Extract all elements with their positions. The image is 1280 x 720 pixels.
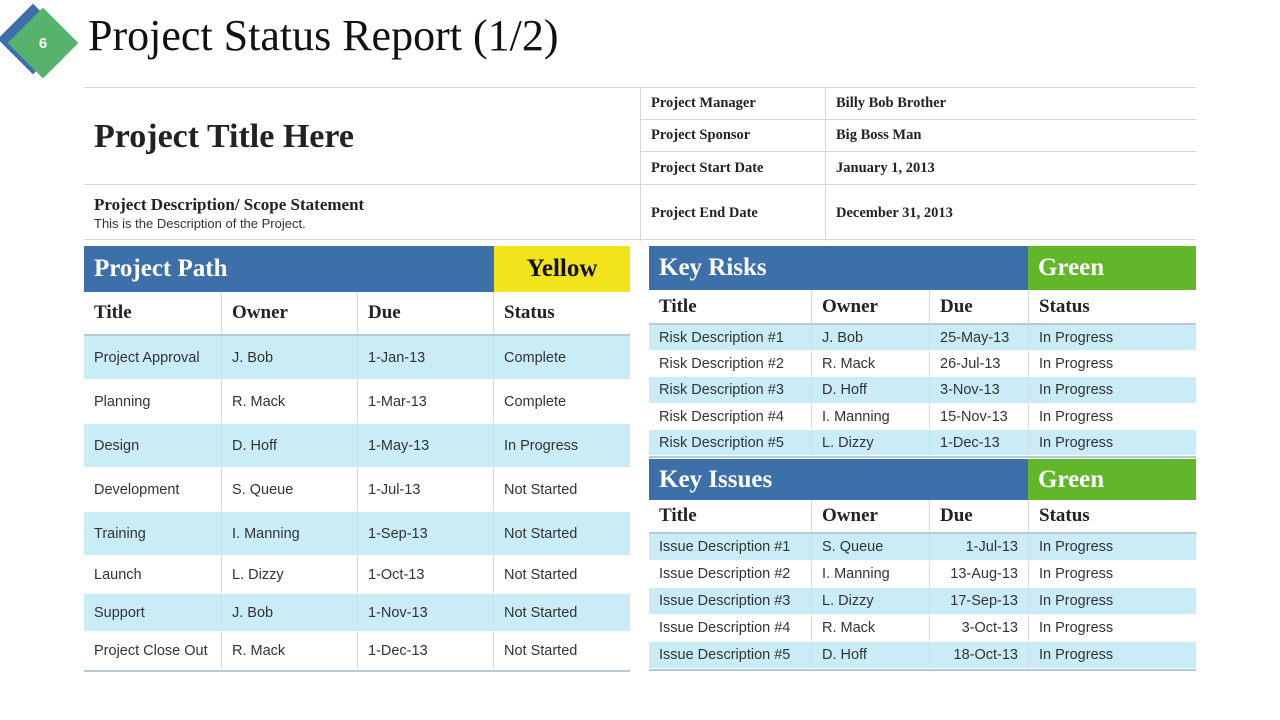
- cell-due: 17-Sep-13: [929, 588, 1028, 614]
- column-header: Status: [1028, 500, 1196, 532]
- cell-due: 1-Dec-13: [357, 632, 493, 669]
- cell-status: In Progress: [1028, 534, 1196, 560]
- cell-owner: R. Mack: [811, 351, 929, 376]
- cell-status: In Progress: [1028, 642, 1196, 668]
- detail-label: Project End Date: [641, 185, 826, 241]
- key-issues-table: [649, 459, 1196, 671]
- table-row: [649, 430, 1196, 456]
- cell-due: 1-Jan-13: [357, 336, 493, 379]
- key-risks-banner: [649, 246, 1196, 290]
- cell-owner: R. Mack: [221, 632, 357, 669]
- cell-due: 1-Nov-13: [357, 594, 493, 631]
- table-row: [649, 351, 1196, 377]
- table-bottom-border: [84, 670, 630, 672]
- table-row: [649, 615, 1196, 642]
- cell-title: Risk Description #1: [659, 329, 784, 346]
- table-row: [649, 561, 1196, 588]
- cell-title: Risk Description #4: [659, 408, 784, 425]
- cell-owner: L. Dizzy: [221, 556, 357, 593]
- cell-status: In Progress: [1028, 430, 1196, 455]
- project-path-status-badge: Yellow: [494, 246, 630, 292]
- cell-status: In Progress: [1028, 351, 1196, 376]
- table-row: [84, 632, 630, 670]
- cell-title: Risk Description #3: [659, 382, 784, 398]
- cell-owner: L. Dizzy: [811, 430, 929, 455]
- cell-owner: R. Mack: [811, 615, 929, 641]
- project-details: [640, 88, 1196, 241]
- cell-owner: D. Hoff: [221, 424, 357, 467]
- table-row: [84, 424, 630, 468]
- column-header: Owner: [811, 290, 929, 323]
- cell-title: Issue Description #3: [659, 593, 791, 609]
- cell-status: Not Started: [493, 632, 630, 669]
- column-header: Title: [659, 295, 697, 317]
- table-row: [84, 512, 630, 556]
- project-title: Project Title Here: [94, 118, 354, 155]
- cell-owner: S. Queue: [221, 468, 357, 511]
- cell-title: Design: [94, 437, 140, 454]
- cell-owner: D. Hoff: [811, 377, 929, 403]
- cell-title: Planning: [94, 393, 151, 410]
- description-text: This is the Description of the Project.: [94, 216, 306, 231]
- cell-due: 26-Jul-13: [929, 351, 1028, 376]
- cell-title: Risk Description #2: [659, 355, 784, 372]
- cell-title: Project Close Out: [94, 642, 208, 659]
- table-row: [84, 556, 630, 594]
- column-header: Owner: [221, 292, 357, 334]
- detail-value: Big Boss Man: [836, 127, 922, 143]
- cell-title: Risk Description #5: [659, 434, 784, 451]
- cell-due: 13-Aug-13: [929, 561, 1028, 587]
- cell-status: In Progress: [1028, 377, 1196, 403]
- description-title: Project Description/ Scope Statement: [94, 195, 365, 214]
- table-row: [649, 588, 1196, 615]
- cell-status: In Progress: [1028, 325, 1196, 350]
- table-row: [84, 336, 630, 380]
- cell-due: 1-Jul-13: [929, 534, 1028, 560]
- column-header: Status: [493, 292, 630, 334]
- table-row: [649, 404, 1196, 430]
- table-header-row: [84, 292, 630, 336]
- cell-due: 1-Mar-13: [357, 380, 493, 423]
- detail-row-start-date: [641, 152, 1197, 185]
- detail-row-sponsor: [641, 120, 1197, 152]
- table-row: [649, 377, 1196, 404]
- detail-row-end-date: [641, 185, 1197, 241]
- table-row: [649, 534, 1196, 561]
- key-issues-title: Key Issues: [649, 459, 1028, 500]
- cell-owner: J. Bob: [811, 325, 929, 350]
- cell-status: In Progress: [1028, 404, 1196, 429]
- key-risks-status-badge: Green: [1028, 246, 1196, 290]
- cell-title: Issue Description #4: [659, 620, 791, 636]
- table-header-row: [649, 500, 1196, 534]
- cell-due: 1-May-13: [357, 424, 493, 467]
- column-header: Due: [929, 290, 1028, 323]
- column-header: Due: [357, 292, 493, 334]
- cell-status: In Progress: [1028, 615, 1196, 641]
- key-risks-table: [649, 246, 1196, 458]
- cell-owner: D. Hoff: [811, 642, 929, 668]
- cell-due: 25-May-13: [929, 325, 1028, 350]
- table-row: [84, 594, 630, 632]
- key-risks-title: Key Risks: [649, 246, 1028, 290]
- key-issues-status-badge: Green: [1028, 459, 1196, 500]
- cell-title: Training: [94, 525, 146, 542]
- cell-title: Issue Description #5: [659, 647, 791, 663]
- column-header: Title: [659, 505, 697, 526]
- cell-owner: J. Bob: [221, 336, 357, 379]
- cell-due: 18-Oct-13: [929, 642, 1028, 668]
- cell-title: Support: [94, 604, 145, 621]
- column-header: Due: [929, 500, 1028, 532]
- project-path-banner: [84, 246, 630, 292]
- cell-status: In Progress: [493, 424, 630, 467]
- cell-owner: J. Bob: [221, 594, 357, 631]
- cell-status: Not Started: [493, 468, 630, 511]
- table-header-row: [649, 290, 1196, 325]
- detail-value: Billy Bob Brother: [836, 95, 947, 111]
- cell-owner: S. Queue: [811, 534, 929, 560]
- cell-status: Complete: [493, 380, 630, 423]
- cell-owner: I. Manning: [811, 404, 929, 429]
- cell-owner: I. Manning: [811, 561, 929, 587]
- project-path-title: Project Path: [84, 246, 494, 292]
- cell-due: 3-Nov-13: [929, 377, 1028, 403]
- cell-due: 1-Dec-13: [929, 430, 1028, 455]
- cell-due: 3-Oct-13: [929, 615, 1028, 641]
- table-row: [84, 380, 630, 424]
- cell-owner: L. Dizzy: [811, 588, 929, 614]
- column-header: Owner: [811, 500, 929, 532]
- cell-title: Project Approval: [94, 349, 200, 366]
- cell-owner: R. Mack: [221, 380, 357, 423]
- detail-value: December 31, 2013: [836, 204, 953, 221]
- detail-label: Project Start Date: [641, 152, 826, 184]
- detail-value: January 1, 2013: [836, 159, 935, 176]
- cell-status: Complete: [493, 336, 630, 379]
- table-row: [649, 325, 1196, 351]
- cell-status: In Progress: [1028, 561, 1196, 587]
- cell-due: 1-Jul-13: [357, 468, 493, 511]
- project-info-block: [84, 87, 1196, 240]
- detail-label: Project Manager: [641, 88, 826, 119]
- cell-due: 15-Nov-13: [929, 404, 1028, 429]
- detail-label: Project Sponsor: [641, 120, 826, 151]
- detail-row-manager: [641, 88, 1197, 120]
- cell-owner: I. Manning: [221, 512, 357, 555]
- slide-number-badge: [0, 4, 80, 80]
- cell-title: Development: [94, 481, 180, 498]
- cell-title: Launch: [94, 566, 142, 583]
- column-header: Status: [1028, 290, 1196, 323]
- slide-number: 6: [38, 34, 48, 52]
- cell-title: Issue Description #1: [659, 539, 791, 555]
- cell-status: Not Started: [493, 594, 630, 631]
- column-header: Title: [94, 302, 132, 323]
- table-row: [84, 468, 630, 512]
- table-row: [649, 642, 1196, 669]
- project-path-table: [84, 246, 630, 672]
- table-bottom-border: [649, 669, 1196, 671]
- cell-status: Not Started: [493, 556, 630, 593]
- cell-due: 1-Oct-13: [357, 556, 493, 593]
- cell-title: Issue Description #2: [659, 566, 791, 582]
- table-bottom-border: [649, 456, 1196, 458]
- cell-due: 1-Sep-13: [357, 512, 493, 555]
- cell-status: In Progress: [1028, 588, 1196, 614]
- cell-status: Not Started: [493, 512, 630, 555]
- key-issues-banner: [649, 459, 1196, 500]
- slide-title: Project Status Report (1/2): [88, 11, 559, 60]
